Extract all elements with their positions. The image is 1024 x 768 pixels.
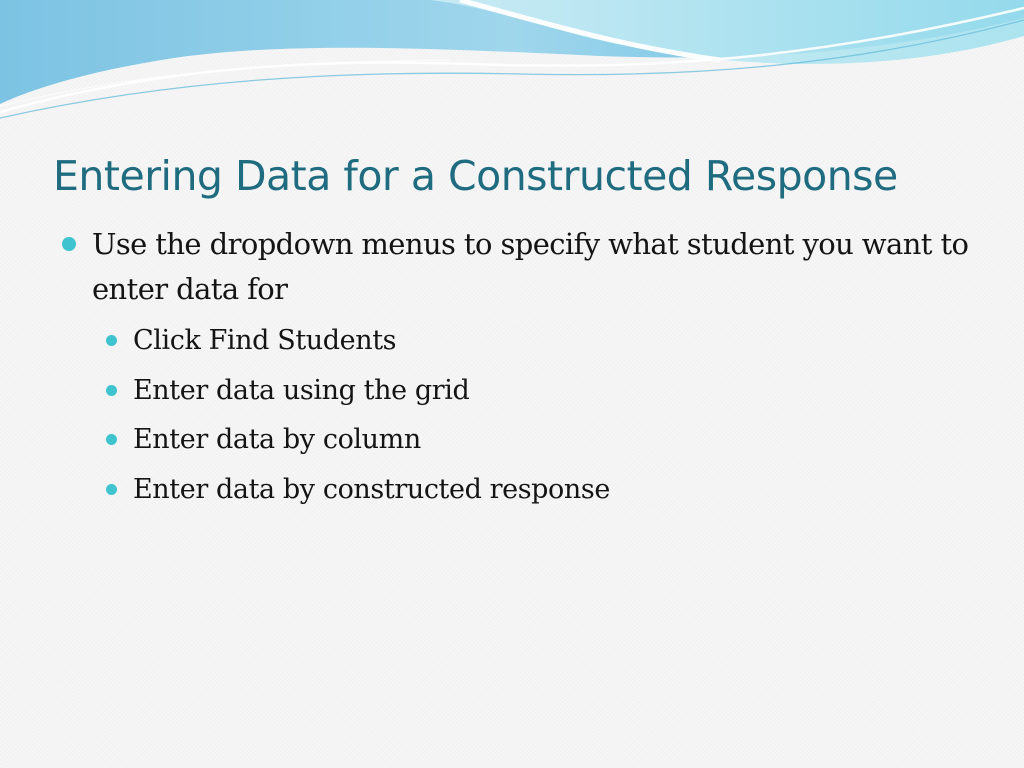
round-bullet-icon <box>106 385 117 396</box>
sub-bullet-group <box>0 316 1024 514</box>
bullet-text: Use the dropdown menus to specify what student you want to enter data for <box>92 227 969 306</box>
sub-bullet-item <box>133 415 1024 465</box>
sub-bullet-text: Enter data using the grid <box>133 374 470 406</box>
round-bullet-icon <box>106 434 117 445</box>
sub-bullet-list <box>0 316 1024 514</box>
sub-bullet-text: Enter data by constructed response <box>133 473 610 505</box>
bullet-item-main <box>92 222 972 312</box>
round-bullet-icon <box>106 335 117 346</box>
round-bullet-icon <box>62 237 76 251</box>
header-wave-graphic <box>0 0 1024 130</box>
sub-bullet-item <box>133 316 1024 366</box>
sub-bullet-text: Click Find Students <box>133 325 397 356</box>
slide-title: Entering Data for a Constructed Response <box>53 152 898 200</box>
sub-bullet-item <box>133 465 1024 515</box>
sub-bullet-item <box>133 366 1024 416</box>
sub-bullet-text: Enter data by column <box>133 424 421 455</box>
round-bullet-icon <box>106 484 117 495</box>
bullet-list <box>0 222 1024 514</box>
